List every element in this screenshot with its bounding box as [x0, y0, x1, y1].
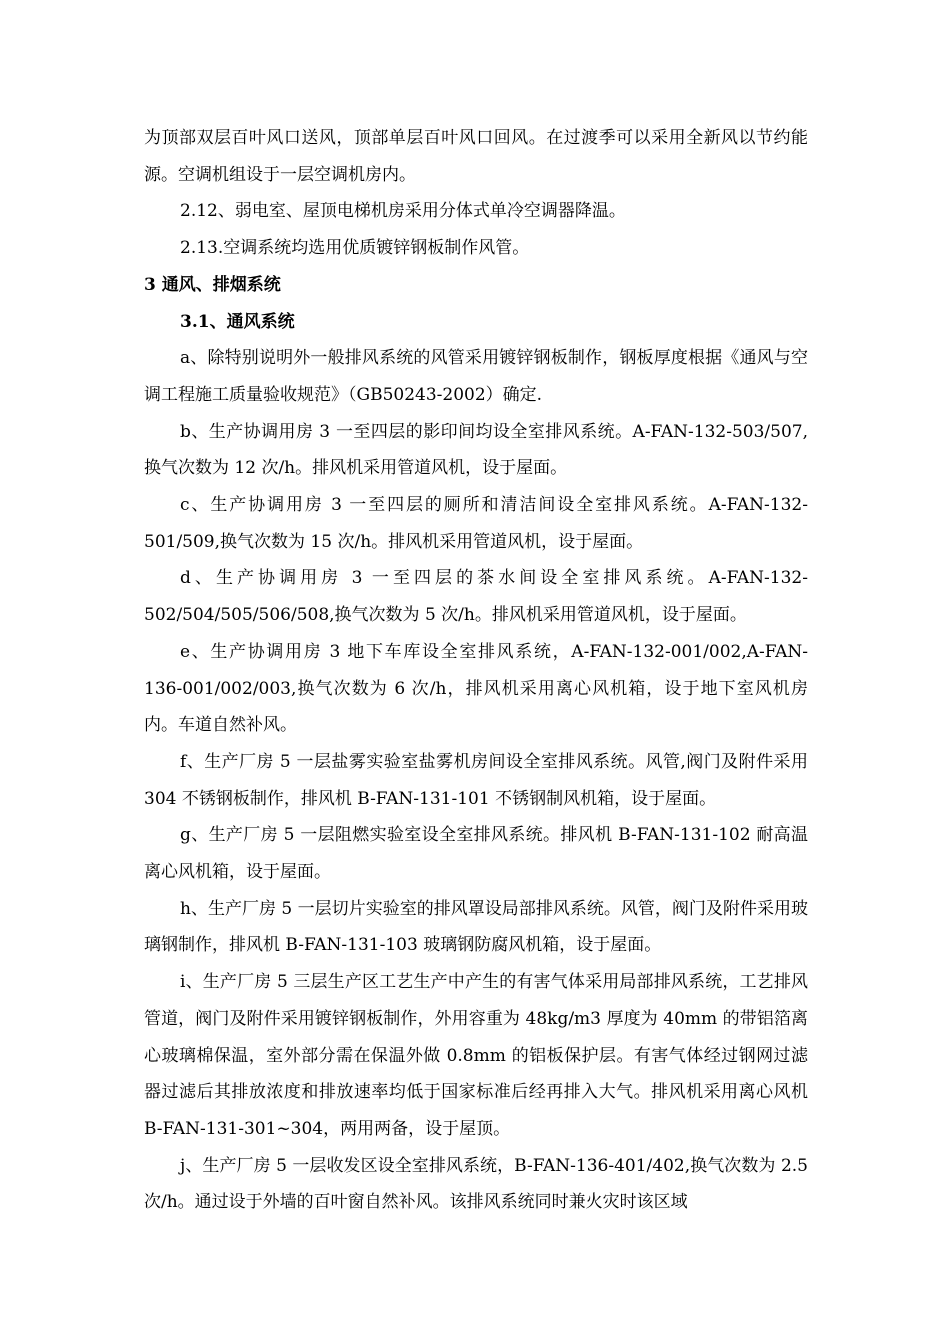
paragraph-2-12: 2.12、弱电室、屋顶电梯机房采用分体式单冷空调器降温。: [180, 201, 626, 222]
list-item-a: a、除特别说明外一般排风系统的风管采用镀锌钢板制作，钢板厚度根据《通风与空调工程施工质量验收规范》（GB50243-2002）确定.: [144, 348, 808, 405]
list-item-h: h、生产厂房 5 一层切片实验室的排风罩设局部排风系统。风管，阀门及附件采用玻璃钢制作，排风机 B-FAN-131-103 玻璃钢防腐风机箱，设于屋面。: [144, 898, 808, 956]
list-item-f: f、生产厂房 5 一层盐雾实验室盐雾机房间设全室排风系统。风管,阀门及附件采用 304 不锈钢板制作，排风机 B-FAN-131-101 不锈钢制风机箱，设于屋面。: [144, 751, 808, 809]
list-item-g: g、生产厂房 5 一层阻燃实验室设全室排风系统。排风机 B-FAN-131-102 耐高温离心风机箱，设于屋面。: [144, 825, 808, 883]
list-item-i: i、生产厂房 5 三层生产区工艺生产中产生的有害气体采用局部排风系统，工艺排风管道，阀门及附件采用镀锌钢板制作，外用容重为 48kg/m3 厚度为 40mm 的带铝箔离心玻璃棉保温，室外部分需在保温外做 0.8mm 的铝板保护层。有害气体经过钢网过滤器过滤后其排放浓度和排放速率均低于国家标准后经再排入大气。排风机采用离心风机 B-FAN-131-301~304，两用两备，设于屋顶。: [144, 972, 808, 1139]
paragraph-air-supply-return: 为顶部双层百叶风口送风，顶部单层百叶风口回风。在过渡季可以采用全新风以节约能源。空调机组设于一层空调机房内。: [144, 128, 808, 185]
list-item-c: c、生产协调用房 3 一至四层的厕所和清洁间设全室排风系统。A-FAN-132-501/509,换气次数为 15 次/h。排风机采用管道风机，设于屋面。: [144, 495, 808, 552]
section-heading-3: 3 通风、排烟系统: [144, 274, 281, 295]
document-body: [144, 120, 808, 1221]
paragraph-2-13: 2.13.空调系统均选用优质镀锌钢板制作风管。: [180, 238, 530, 259]
subsection-heading-3-1: 3.1、通风系统: [180, 311, 295, 332]
list-item-d: d、生产协调用房 3 一至四层的茶水间设全室排风系统。A-FAN-132-502/504/505/506/508,换气次数为 5 次/h。排风机采用管道风机，设于屋面。: [144, 568, 808, 626]
list-item-e: e、生产协调用房 3 地下车库设全室排风系统，A-FAN-132-001/002,A-FAN-136-001/002/003,换气次数为 6 次/h，排风机采用离心风机箱，设于地下室风机房内。车道自然补风。: [144, 641, 808, 736]
list-item-j: j、生产厂房 5 一层收发区设全室排风系统，B-FAN-136-401/402,换气次数为 2.5 次/h。通过设于外墙的百叶窗自然补风。该排风系统同时兼火灾时该区域: [144, 1155, 808, 1213]
list-item-b: b、生产协调用房 3 一至四层的影印间均设全室排风系统。A-FAN-132-503/507,换气次数为 12 次/h。排风机采用管道风机，设于屋面。: [144, 421, 808, 479]
